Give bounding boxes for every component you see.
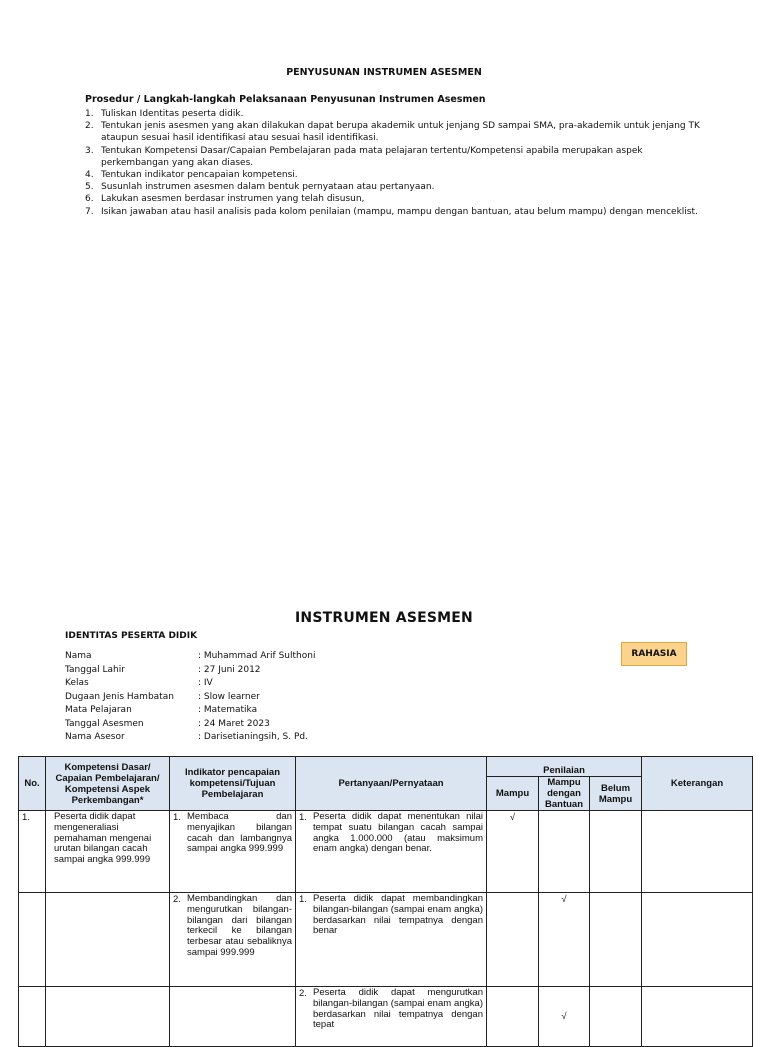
indikator-cell [170,987,296,1047]
step-text: Isikan jawaban atau hasil analisis pada kolom penilaian (mampu, mampu dengan bantuan, atau belum mampu) dengan menceklist. [101,206,698,217]
identity-value: : Slow learner [198,691,260,702]
header-pertanyaan: Pertanyaan/Pernyataan [296,757,487,811]
pertanyaan-cell [296,811,487,893]
identity-row [65,664,315,678]
header-kompetensi: Kompetensi Dasar/ Capaian Pembelajaran/ Kompetensi Aspek Perkembangan* [46,757,170,811]
procedure-step [85,145,710,169]
identity-block [65,650,315,745]
step-text: Tentukan indikator pencapaian kompetensi. [101,170,298,181]
identity-label: Tanggal Asesmen [65,718,144,729]
keterangan-cell [642,987,753,1047]
mampu-bantuan-check: √ [539,987,590,1047]
identity-value: : IV [198,678,213,688]
procedure-step [85,193,710,205]
header-penilaian: Penilaian [487,757,642,777]
mampu-bantuan-check [539,811,590,893]
identity-value: : 24 Maret 2023 [198,718,270,729]
step-number: 6. [85,194,94,205]
mampu-check: √ [487,811,539,893]
indikator-text: Membaca dan menyajikan bilangan cacah dan lambangnya sampai angka 999.999 [187,811,292,855]
instrument-title: INSTRUMEN ASESMEN [295,610,473,626]
mampu-check [487,893,539,987]
identity-heading: IDENTITAS PESERTA DIDIK [65,631,198,641]
assessment-table [18,756,753,1047]
pertanyaan-text: Peserta didik dapat menentukan nilai tempat suatu bilangan cacah sampai angka 1.000.000 (atau maksimum enam angka) dengan benar. [313,811,483,855]
indikator-number: 1. [173,812,181,823]
procedure-step [85,120,710,144]
belum-mampu-check [590,987,642,1047]
pertanyaan-cell [296,893,487,987]
pertanyaan-number: 1. [299,812,307,823]
pertanyaan-number: 2. [299,988,307,999]
identity-label: Nama [65,651,92,661]
row-number [19,893,46,987]
indikator-number: 2. [173,894,181,905]
step-number: 2. [85,121,94,132]
procedure-step [85,169,710,181]
identity-row [65,718,315,732]
identity-label: Nama Asesor [65,732,125,742]
identity-value: : Muhammad Arif Sulthoni [198,651,316,661]
step-text: Tentukan jenis asesmen yang akan dilakukan dapat berupa akademik untuk jenjang SD sampai SMA, pra-akademik untuk jenjang TK ataupun sesuai hasil identifikasi atau sesuai hasil identifikasi. [101,121,700,144]
table-row [19,987,753,1047]
identity-label: Dugaan Jenis Hambatan [65,691,174,702]
kompetensi-cell [46,893,170,987]
procedure-steps [85,108,710,218]
step-text: Tuliskan Identitas peserta didik. [101,109,244,119]
header-belum-mampu: Belum Mampu [590,777,642,811]
mampu-bantuan-check: √ [539,893,590,987]
procedure-heading: Prosedur / Langkah-langkah Pelaksanaan Penyusunan Instrumen Asesmen [85,94,486,105]
pertanyaan-number: 1. [299,894,307,905]
identity-value: : 27 Juni 2012 [198,664,261,675]
identity-row [65,677,315,691]
mampu-check [487,987,539,1047]
step-number: 4. [85,170,94,181]
keterangan-cell [642,811,753,893]
pertanyaan-text: Peserta didik dapat mengurutkan bilangan-bilangan (sampai enam angka) berdasarkan nilai tempatnya dengan tepat [313,987,483,1031]
header-indikator: Indikator pencapaian kompetensi/Tujuan Pembelajaran [170,757,296,811]
row-number [19,987,46,1047]
step-number: 7. [85,206,94,217]
identity-value: : Matematika [198,705,258,715]
header-keterangan: Keterangan [642,757,753,811]
kompetensi-cell: Peserta didik dapat mengeneraliasi pemahaman mengenai urutan bilangan cacah sampai angka 999.999 [46,811,170,893]
procedure-step [85,108,710,120]
identity-row [65,731,315,745]
confidential-badge: RAHASIA [621,642,687,666]
keterangan-cell [642,893,753,987]
step-text: Susunlah instrumen asesmen dalam bentuk pernyataan atau pertanyaan. [101,182,435,193]
table-row [19,893,753,987]
pertanyaan-cell [296,987,487,1047]
indikator-text: Membandingkan dan mengurutkan bilangan-bilangan dari bilangan terkecil ke bilangan terbesar atau sebaliknya sampai 999.999 [187,893,292,958]
procedure-step [85,206,710,218]
indikator-cell [170,811,296,893]
step-text: Tentukan Kompetensi Dasar/Capaian Pembelajaran pada mata pelajaran tertentu/Kompetensi apabila merupakan aspek perkembangan yang akan diases. [101,145,643,168]
identity-label: Kelas [65,678,89,688]
step-number: 5. [85,182,94,193]
indikator-cell [170,893,296,987]
identity-label: Tanggal Lahir [65,664,125,675]
identity-row [65,704,315,718]
kompetensi-cell [46,987,170,1047]
step-text: Lakukan asesmen berdasar instrumen yang telah disusun, [101,194,365,205]
header-mampu: Mampu [487,777,539,811]
belum-mampu-check [590,811,642,893]
header-mampu-bantuan: Mampu dengan Bantuan [539,777,590,811]
row-number: 1. [19,811,46,893]
procedure-title: PENYUSUNAN INSTRUMEN ASESMEN [286,67,482,78]
identity-label: Mata Pelajaran [65,705,132,715]
identity-value: : Darisetianingsih, S. Pd. [198,732,308,742]
step-number: 1. [85,109,94,119]
procedure-step [85,181,710,193]
step-number: 3. [85,145,94,156]
table-row [19,811,753,893]
identity-row [65,691,315,705]
pertanyaan-text: Peserta didik dapat membandingkan bilangan-bilangan (sampai enam angka) berdasarkan nilai tempatnya dengan benar [313,893,483,937]
identity-row [65,650,315,664]
header-no: No. [19,757,46,811]
belum-mampu-check [590,893,642,987]
